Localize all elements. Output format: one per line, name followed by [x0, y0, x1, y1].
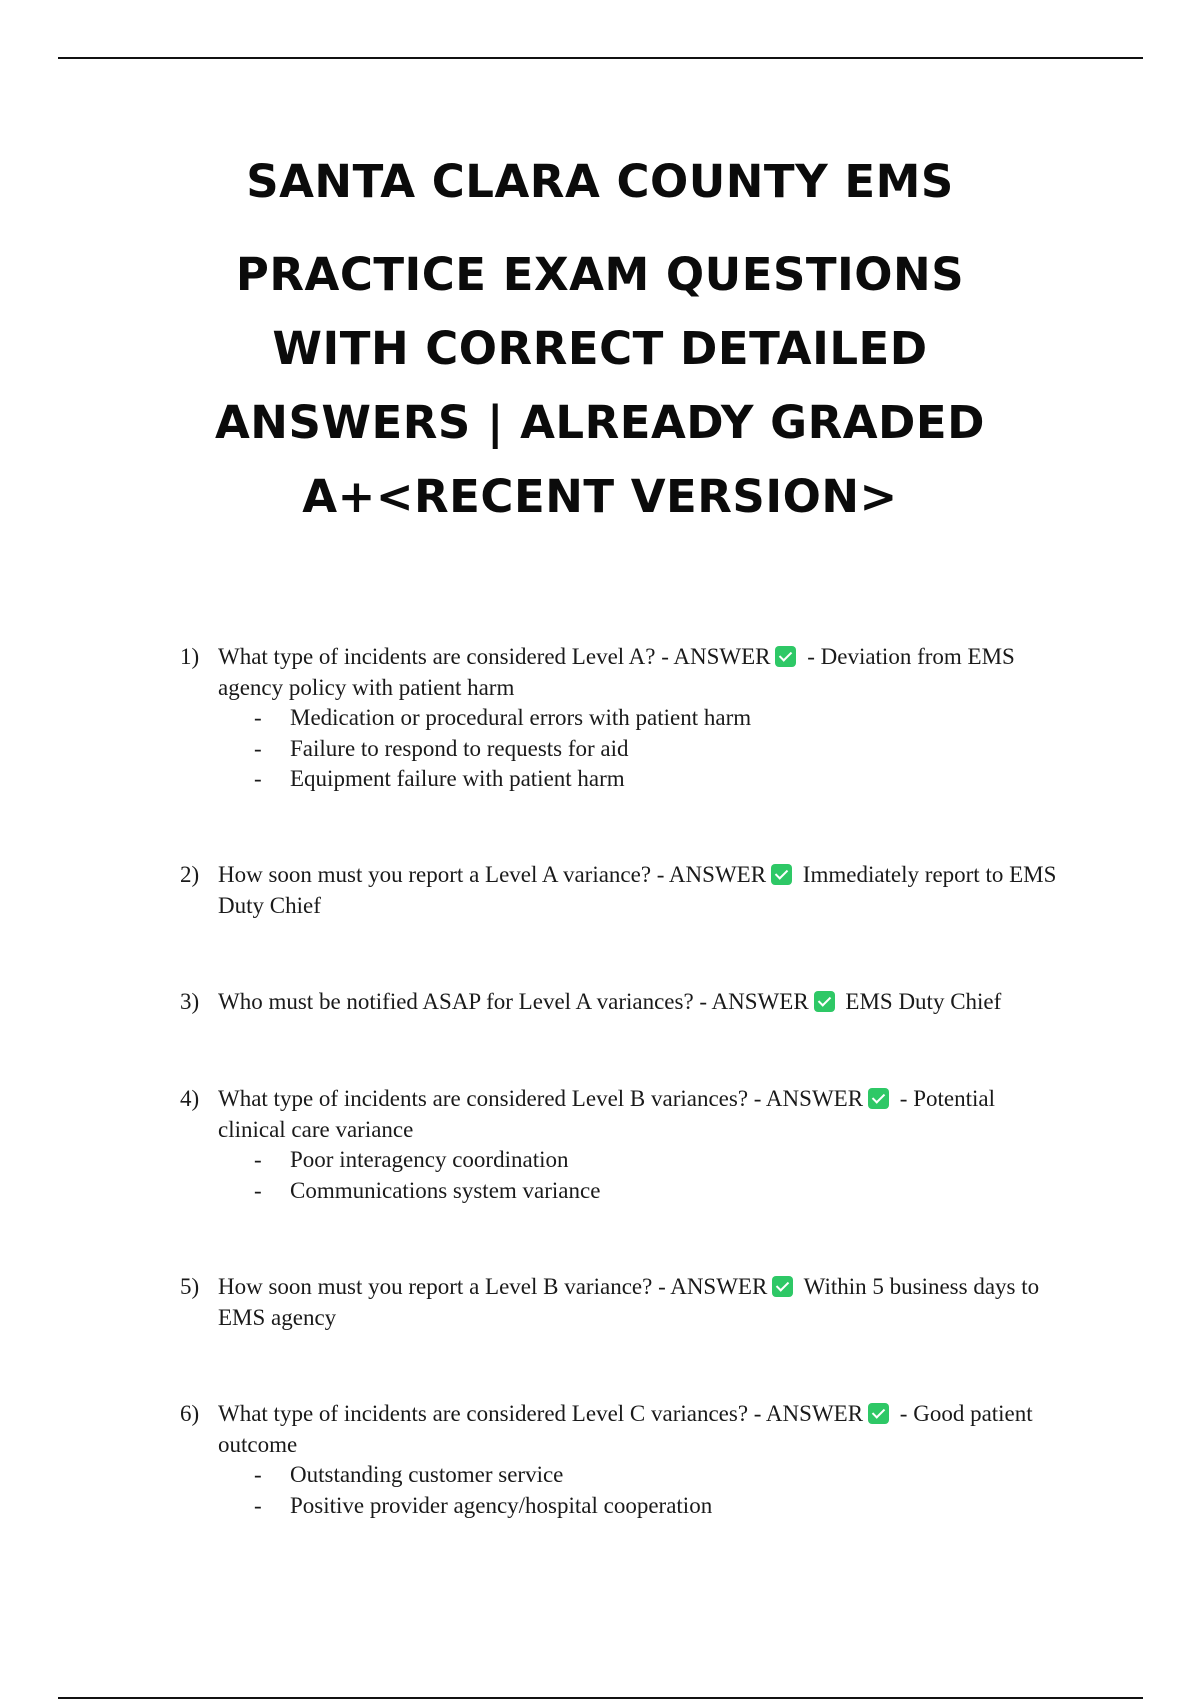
title-line-3: WITH CORRECT DETAILED: [272, 322, 928, 375]
answer-text: Immediately report to EMS Duty Chief: [218, 862, 1057, 918]
question-text: How soon must you report a Level B variance? - ANSWER: [218, 1274, 768, 1299]
title-line-1: SANTA CLARA COUNTY EMS: [246, 155, 954, 208]
answer-text: - Good patient outcome: [218, 1401, 1033, 1457]
question-item-2: [180, 859, 1060, 921]
answer-text: - Deviation from EMS agency policy with patient harm: [218, 644, 1015, 700]
green-check-icon: [772, 1276, 793, 1297]
question-item-3: [180, 986, 1060, 1017]
question-item-6: [180, 1398, 1060, 1521]
list-item: - Communications system variance: [180, 1176, 1060, 1207]
answer-bullet-list: [180, 703, 1060, 795]
list-item: - Failure to respond to requests for aid: [180, 734, 1060, 765]
question-number: 3): [180, 989, 200, 1014]
bottom-rule: [58, 1697, 1143, 1699]
answer-text: EMS Duty Chief: [839, 989, 1002, 1014]
list-item: - Poor interagency coordination: [180, 1145, 1060, 1176]
title-line-4: ANSWERS | ALREADY GRADED: [214, 396, 985, 449]
question-item-4: [180, 1083, 1060, 1206]
question-number: 1): [180, 644, 200, 669]
question-number: 5): [180, 1274, 200, 1299]
answer-text: Within 5 business days to EMS agency: [218, 1274, 1040, 1330]
list-item: - Medication or procedural errors with patient harm: [180, 703, 1060, 734]
answer-bullet-list: [180, 1145, 1060, 1206]
list-item: - Equipment failure with patient harm: [180, 764, 1060, 795]
question-item-1: [180, 641, 1060, 795]
title-line-2: PRACTICE EXAM QUESTIONS: [235, 248, 965, 301]
question-number: 6): [180, 1401, 200, 1426]
question-text: What type of incidents are considered Level B variances? - ANSWER: [218, 1086, 864, 1111]
question-item-5: [180, 1271, 1060, 1333]
title-line-5: A+<RECENT VERSION>: [302, 470, 898, 523]
answer-bullet-list: [180, 1460, 1060, 1521]
green-check-icon: [868, 1403, 889, 1424]
question-text: What type of incidents are considered Level C variances? - ANSWER: [218, 1401, 864, 1426]
green-check-icon: [814, 991, 835, 1012]
answer-text: - Potential clinical care variance: [218, 1086, 995, 1142]
green-check-icon: [771, 864, 792, 885]
question-text: How soon must you report a Level A variance? - ANSWER: [218, 862, 767, 887]
list-item: - Positive provider agency/hospital cooperation: [180, 1491, 1060, 1522]
question-text: What type of incidents are considered Level A? - ANSWER: [218, 644, 771, 669]
question-number: 2): [180, 862, 200, 887]
question-number: 4): [180, 1086, 200, 1111]
question-text: Who must be notified ASAP for Level A variances? - ANSWER: [218, 989, 809, 1014]
green-check-icon: [868, 1088, 889, 1109]
top-rule: [58, 57, 1143, 59]
list-item: - Outstanding customer service: [180, 1460, 1060, 1491]
green-check-icon: [775, 646, 796, 667]
document-title: [130, 148, 1070, 534]
